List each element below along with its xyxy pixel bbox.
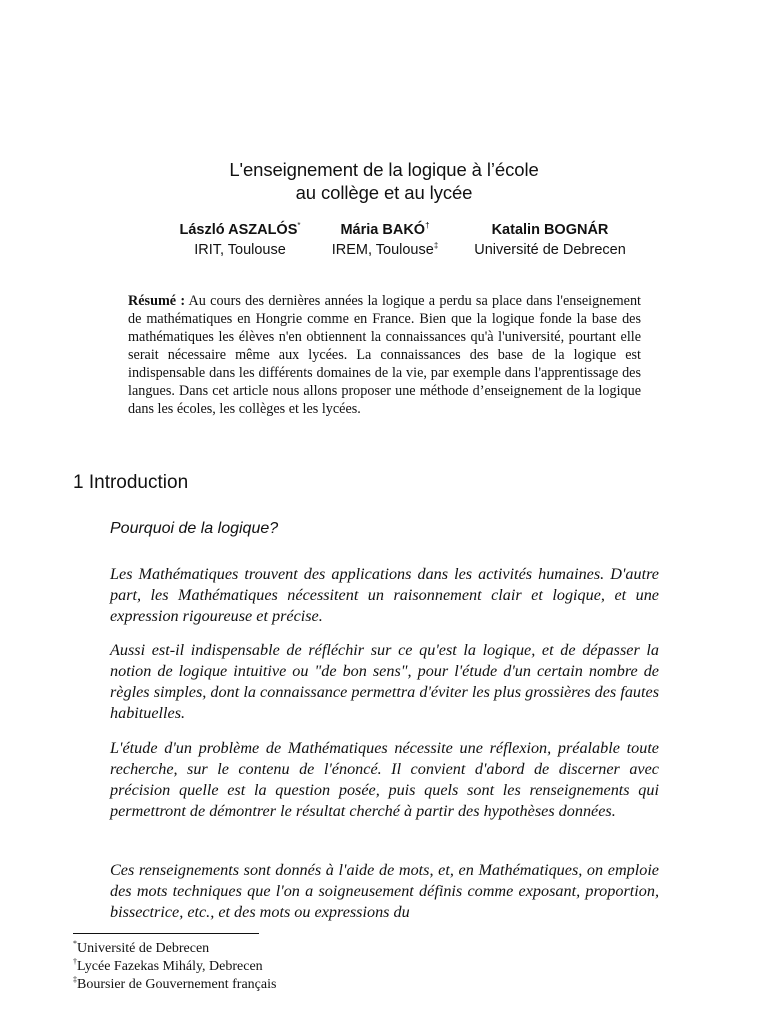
author-affiliation: IRIT, Toulouse [194,242,286,258]
author-affiliation: Université de Debrecen [474,242,626,258]
paper-title-line-2: au collège et au lycée [295,182,473,203]
subsection-heading: Pourquoi de la logique? [110,520,279,537]
footnote-mark: ‡ [433,241,439,250]
footnote-divider [73,933,259,934]
footnote-mark: * [297,221,301,230]
footnote: ‡Boursier de Gouvernement français [73,975,277,992]
body-paragraph: L'étude d'un problème de Mathématiques nécessite une réflexion, préalable toute recherche, sur le contenu de l'énoncé. Il convient d'abord de discerner avec précision quelle est la question posée, puis quels sont les renseignements qui permettront de démontrer le résultat cherché à partir des hypothèses données. [110,739,659,820]
body-paragraph: Les Mathématiques trouvent des applications dans les activités humaines. D'autre part, les Mathématiques nécessitent un raisonnement clair et logique, et une expression rigoureuse et précise. [110,565,659,625]
paper-title [0,158,768,204]
body-paragraph: Ces renseignements sont donnés à l'aide de mots, et, en Mathématiques, on emploie des mots techniques que l'on a soigneusement définis comme exposant, proportion, bissectrice, etc., et des mots ou expressions du [110,861,659,921]
footnote: †Lycée Fazekas Mihály, Debrecen [73,957,263,974]
footnotes [73,940,276,994]
abstract-label: Résumé : [128,293,186,309]
footnote-mark: † [425,221,430,230]
abstract [128,292,641,418]
body-paragraph: Aussi est-il indispensable de réfléchir sur ce qu'est la logique, et de dépasser la notion de logique intuitive ou "de bon sens", pour l'étude d'un certain nombre de règles simples, dont la connaissance permettra d'éviter les plus grossières des fautes habituelles. [110,641,659,722]
paper-title-line-1: L'enseignement de la logique à l’école [229,159,539,180]
author-name: Katalin BOGNÁR [491,222,609,238]
author-block [150,220,330,260]
author-name: Mária BAKÓ† [340,221,430,238]
author-affiliation: IREM, Toulouse‡ [331,241,439,258]
author-block [310,220,460,260]
author-block [455,220,645,260]
abstract-text: Au cours des dernières années la logique a perdu sa place dans l'enseignement de mathématiques en Hongrie comme en France. Bien que la logique fonde la base des mathématiques les élèves n'en obtiennent la connaissances qu'à l'université, pourtant elle serait nécessaire même aux lycées. La connaissances des base de la logique est indispensable dans les différents domaines de la vie, par exemple dans l'apprentissage des langues. Dans cet article nous allons proposer une méthode d’enseignement de la logique dans les écoles, les collèges et les lycées. [128,293,641,417]
section-heading: 1 Introduction [73,472,189,493]
footnote: *Université de Debrecen [73,939,210,956]
author-name: László ASZALÓS* [179,221,301,238]
